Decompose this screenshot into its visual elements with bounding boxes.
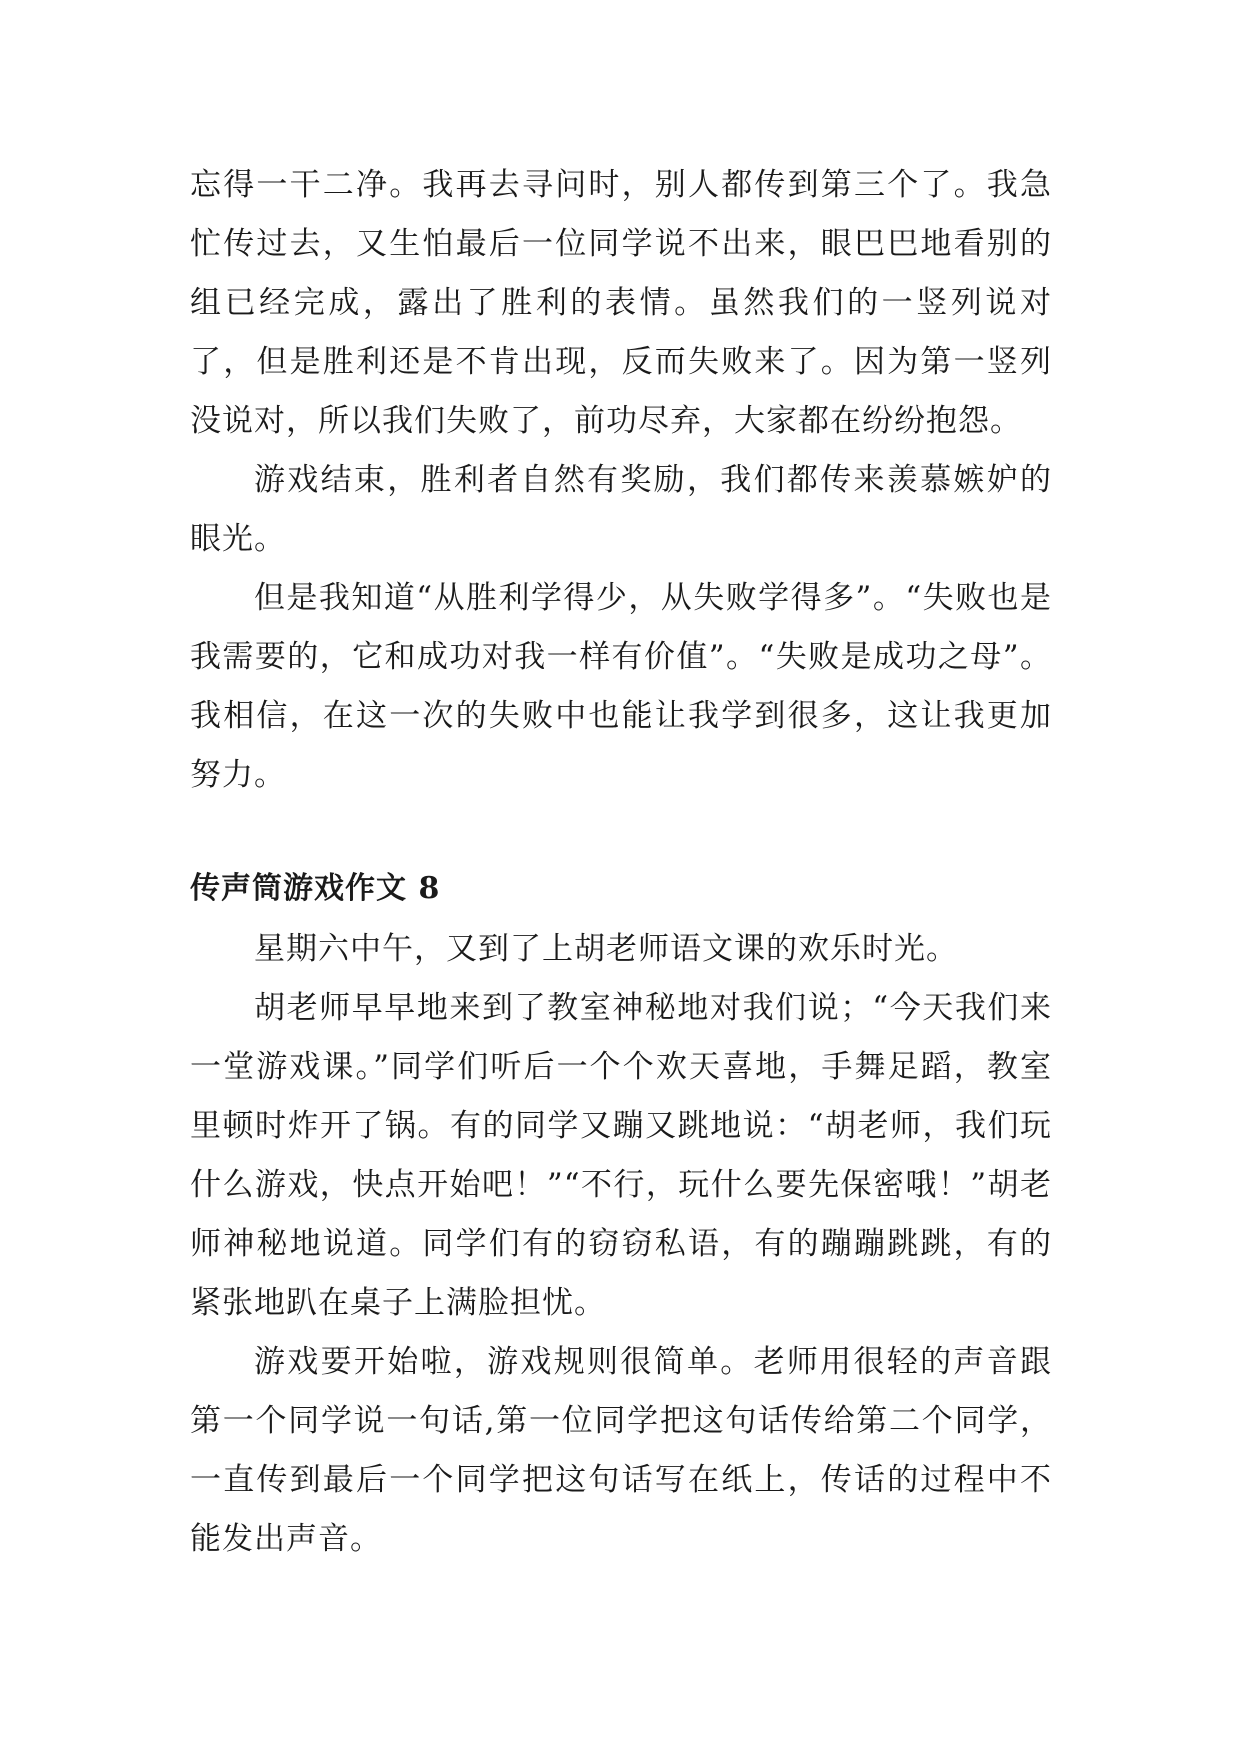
paragraph-learn-from-failure: 但是我知道“从胜利学得少，从失败学得多”。“失败也是我需要的，它和成功对我一样有价值”。“失败是成功之母”。我相信，在这一次的失败中也能让我学到很多，这让我更加努力。 xyxy=(190,580,1052,793)
paragraph-game-end: 游戏结束，胜利者自然有奖励，我们都传来羡慕嫉妒的眼光。 xyxy=(190,462,1052,557)
continued-essay-text xyxy=(190,156,1052,805)
essay-8-section xyxy=(190,858,1052,1569)
paragraph-continued: 忘得一干二净。我再去寻问时，别人都传到第三个了。我急忙传过去，又生怕最后一位同学说不出来，眼巴巴地看别的组已经完成，露出了胜利的表情。虽然我们的一竖列说对了，但是胜利还是不肯出现，反而失败来了。因为第一竖列没说对，所以我们失败了，前功尽弃，大家都在纷纷抱怨。 xyxy=(190,167,1052,439)
paragraph-saturday: 星期六中午，又到了上胡老师语文课的欢乐时光。 xyxy=(254,931,958,967)
section-title: 传声筒游戏作文 8 xyxy=(190,871,441,906)
paragraph-game-rules: 游戏要开始啦，游戏规则很简单。老师用很轻的声音跟第一个同学说一句话,第一位同学把这句话传给第二个同学，一直传到最后一个同学把这句话写在纸上，传话的过程中不能发出声音。 xyxy=(190,1344,1052,1557)
paragraph-teacher-announces: 胡老师早早地来到了教室神秘地对我们说；“今天我们来一堂游戏课。”同学们听后一个个欢天喜地，手舞足蹈，教室里顿时炸开了锅。有的同学又蹦又跳地说：“胡老师，我们玩什么游戏，快点开始吧！”“不行，玩什么要先保密哦！”胡老师神秘地说道。同学们有的窃窃私语，有的蹦蹦跳跳，有的紧张地趴在桌子上满脸担忧。 xyxy=(190,990,1052,1321)
